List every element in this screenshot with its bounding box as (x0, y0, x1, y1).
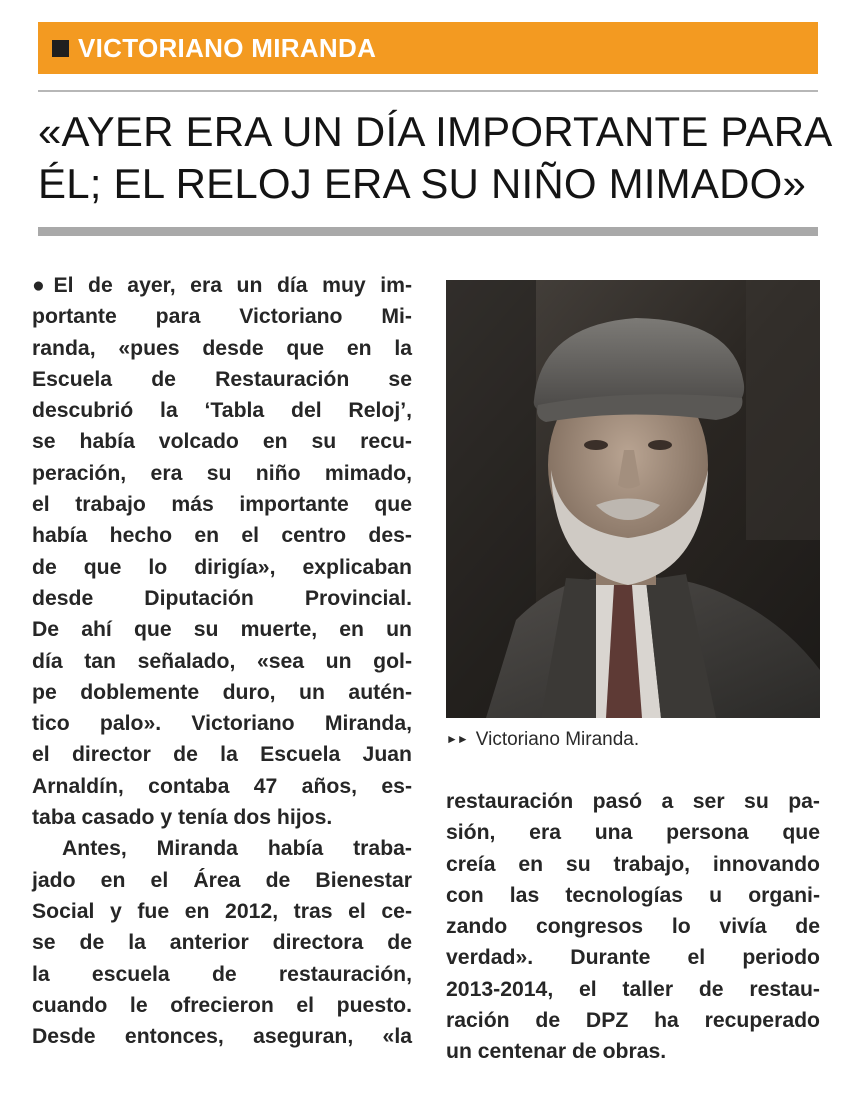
headline-line: «AYER ERA UN DÍA IMPORTANTE PARA (38, 108, 833, 155)
text-line: pe doblemente duro, un autén- (32, 680, 412, 704)
text-line: había hecho en el centro des- (32, 524, 412, 548)
text-line: taba casado y tenía dos hijos. (32, 806, 333, 830)
article-column-right (446, 786, 820, 1068)
text-line: cuando le ofrecieron el puesto. (32, 993, 412, 1017)
text-line: con las tecnologías u organi- (446, 883, 820, 907)
text-line: el director de la Escuela Juan (32, 743, 412, 767)
headline (38, 106, 833, 210)
text-line: randa, «pues desde que en la (32, 336, 412, 360)
portrait-photo (446, 280, 820, 718)
text-line: Arnaldín, contaba 47 años, es- (32, 774, 412, 798)
text-line: ración de DPZ ha recuperado (446, 1009, 820, 1033)
section-label: VICTORIANO MIRANDA (78, 32, 377, 63)
text-line: creía en su trabajo, innovando (446, 852, 820, 876)
text-line: Social y fue en 2012, tras el ce- (32, 899, 412, 923)
text-line: desde Diputación Provincial. (32, 586, 412, 610)
text-line: restauración pasó a ser su pa- (446, 790, 820, 813)
section-header (38, 22, 818, 74)
text-line: De ahí que su muerte, en un (32, 618, 412, 642)
photo-caption (446, 729, 820, 751)
text-line: Desde entonces, aseguran, «la (32, 1025, 412, 1049)
caption-arrow-icon: ►► (446, 732, 468, 746)
headline-line: ÉL; EL RELOJ ERA SU NIÑO MIMADO» (38, 160, 807, 207)
text-line: peración, era su niño mimado, (32, 461, 412, 485)
square-bullet-icon (52, 40, 69, 57)
text-line: día tan señalado, «sea un gol- (32, 649, 412, 673)
text-line: el trabajo más importante que (32, 493, 412, 517)
headline-divider (38, 227, 818, 236)
text-line: ●El de ayer, era un día muy im- (32, 274, 412, 297)
caption-text: Victoriano Miranda. (475, 729, 640, 750)
text-line: se había volcado en su recu- (32, 430, 412, 454)
top-divider (38, 90, 818, 92)
text-line: 2013-2014, el taller de restau- (446, 977, 820, 1001)
text-line: verdad». Durante el periodo (446, 946, 820, 970)
lead-bullet-icon: ● (32, 274, 54, 297)
portrait-illustration (446, 280, 820, 718)
text-line: un centenar de obras. (446, 1040, 667, 1064)
text-line: Escuela de Restauración se (32, 367, 412, 391)
text-line: de que lo dirigía», explicaban (32, 555, 412, 579)
text-line: tico palo». Victoriano Miranda, (32, 712, 412, 736)
text-line: descubrió la ‘Tabla del Reloj’, (32, 399, 412, 423)
text-line: portante para Victoriano Mi- (32, 305, 412, 329)
text-line: se de la anterior directora de (32, 931, 412, 955)
article-column-left (32, 270, 412, 1052)
text-line: sión, era una persona que (446, 821, 820, 845)
text-line: jado en el Área de Bienestar (32, 868, 412, 892)
text-line: zando congresos lo vivía de (446, 915, 820, 939)
text-line: la escuela de restauración, (32, 962, 412, 986)
text-line: Antes, Miranda había traba- (62, 837, 412, 861)
